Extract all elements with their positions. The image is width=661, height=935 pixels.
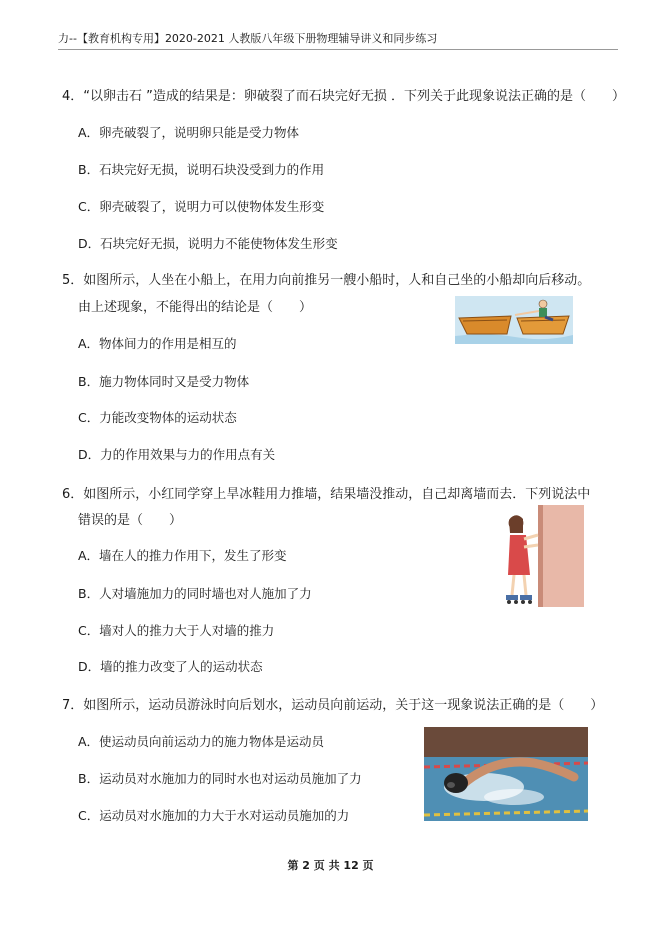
question-4-stem: 4．“以卵击石 ”造成的结果是：卵破裂了而石块完好无损 ．下列关于此现象说法正确的是（ ） — [62, 89, 626, 104]
question-7-option-a: A．使运动员向前运动力的施力物体是运动员 — [78, 734, 325, 749]
page-footer: 第 2 页 共 12 页 — [287, 859, 374, 872]
question-6-option-c: C．墙对人的推力大于人对墙的推力 — [78, 623, 275, 638]
question-4-option-a: A．卵壳破裂了，说明卵只能是受力物体 — [78, 125, 300, 140]
question-5-stem-line2: 由上述现象，不能得出的结论是（ ） — [78, 300, 313, 315]
question-6-stem-line2: 错误的是（ ） — [78, 513, 183, 528]
question-7-option-b: B．运动员对水施加力的同时水也对运动员施加了力 — [78, 771, 362, 786]
boat-figure — [455, 296, 573, 344]
question-5-option-c: C．力能改变物体的运动状态 — [78, 410, 237, 425]
swimmer-photo — [424, 727, 588, 821]
question-4-option-c: C．卵壳破裂了，说明力可以使物体发生形变 — [78, 199, 325, 214]
question-6-option-a: A．墙在人的推力作用下，发生了形变 — [78, 548, 287, 563]
question-7-stem: 7．如图所示，运动员游泳时向后划水，运动员向前运动，关于这一现象说法正确的是（ ） — [62, 698, 604, 713]
question-5-option-b: B．施力物体同时又是受力物体 — [78, 374, 250, 389]
question-7-option-c: C．运动员对水施加的力大于水对运动员施加的力 — [78, 808, 350, 823]
question-5-option-d: D．力的作用效果与力的作用点有关 — [78, 447, 276, 462]
question-4-option-d: D．石块完好无损，说明力不能使物体发生形变 — [78, 236, 338, 251]
question-5-option-a: A．物体间力的作用是相互的 — [78, 336, 237, 351]
question-6-option-d: D．墙的推力改变了人的运动状态 — [78, 659, 263, 674]
girl-pushing-wall-figure — [500, 505, 584, 607]
page-header: 力--【教育机构专用】2020-2021 人教版八年级下册物理辅导讲义和同步练习 — [58, 30, 618, 50]
question-4-option-b: B．石块完好无损，说明石块没受到力的作用 — [78, 162, 325, 177]
question-6-option-b: B．人对墙施加力的同时墙也对人施加了力 — [78, 586, 312, 601]
question-6-stem-line1: 6．如图所示，小红同学穿上旱冰鞋用力推墙，结果墙没推动，自己却离墙而去．下列说法中 — [62, 487, 591, 502]
question-5-stem-line1: 5．如图所示，人坐在小船上，在用力向前推另一艘小船时，人和自己坐的小船却向后移动。 — [62, 273, 591, 288]
